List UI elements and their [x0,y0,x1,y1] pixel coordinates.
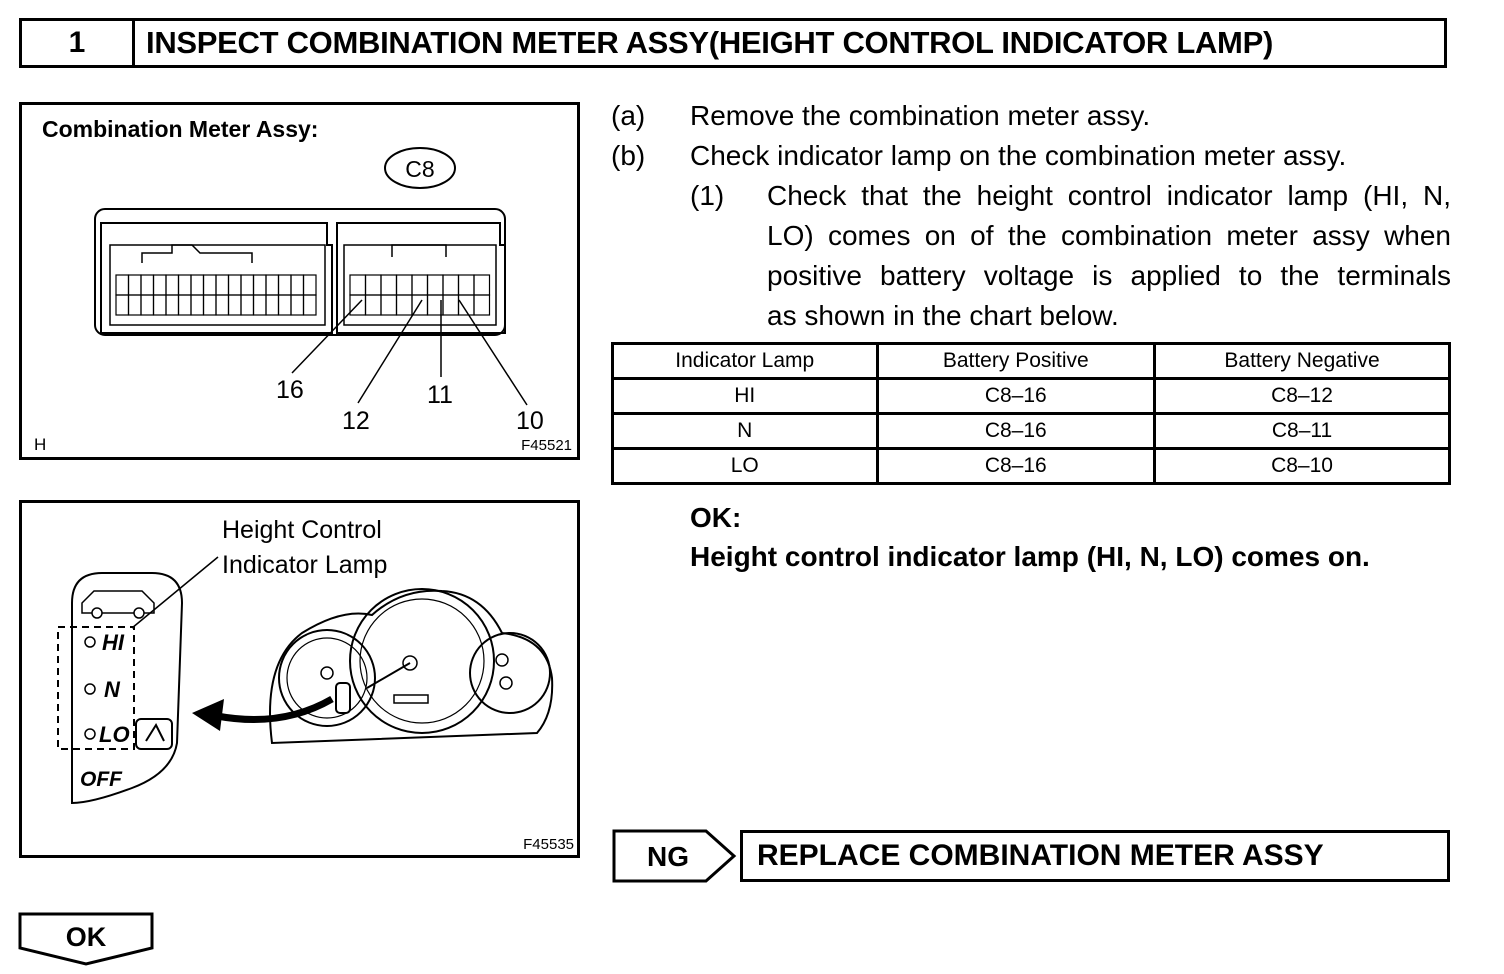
pin-grid-left [116,275,316,315]
connector-pin-cell [304,275,317,295]
connector-diagram [22,105,577,457]
step-b-text: Check indicator lamp on the combination meter assy. [690,140,1347,171]
pin-grid-right [350,275,490,315]
connector-pin-cell [179,275,192,295]
table-cell: HI [613,379,878,414]
connector-housing [95,209,505,335]
pin10-leader [459,300,527,405]
connector-pin-cell [254,295,267,315]
connector-pin-cell [381,275,397,295]
connector-pin-cell [129,275,142,295]
connector-pin-cell [443,275,459,295]
table-row [613,449,1450,484]
ng-action-box[interactable]: REPLACE COMBINATION METER ASSY [740,830,1450,882]
corner-mark: H [34,435,47,454]
step-b1-line3: positive battery voltage is applied to the terminals [767,260,1451,291]
connector-pin-cell [179,295,192,315]
connector-pin-cell [229,275,242,295]
lamp-location-marker [336,683,350,713]
lamp-n-indicator [85,684,95,694]
connector-pin-cell [204,275,217,295]
table-cell: C8–10 [1155,449,1450,484]
step-title: INSPECT COMBINATION METER ASSY(HEIGHT CONTROL INDICATOR LAMP) [146,25,1273,60]
step-b1-line1: Check that the height control indicator lamp (HI, N, [767,180,1451,211]
connector-figure [19,102,580,460]
connector-pin-cell [279,275,292,295]
lamp-lo-indicator [85,729,95,739]
connector-pin-cell [443,295,459,315]
connector-pin-cell [350,275,366,295]
meter-figure [19,500,580,858]
step-a-marker: (a) [611,100,646,131]
inspection-table [611,342,1451,485]
right-gauge [470,633,550,713]
connector-pin-cell [474,275,490,295]
arrow-head [192,699,224,731]
step-a-text: Remove the combination meter assy. [690,100,1151,131]
connector-pin-cell [241,295,254,315]
connector-pin-cell [412,275,428,295]
figure2-id: F45535 [523,836,574,853]
table-cell: C8–11 [1155,414,1450,449]
connector-pin-cell [397,295,413,315]
connector-pin-cell [191,275,204,295]
meter-cluster [270,591,552,743]
ng-arrow-box[interactable] [612,829,738,883]
table-cell: N [613,414,878,449]
step-b-marker: (b) [611,140,646,171]
connector-pin-cell [166,275,179,295]
table-row [613,379,1450,414]
pin16-leader [292,300,362,373]
table-header: Battery Negative [1155,344,1450,379]
connector-pin-cell [154,295,167,315]
connector-pin-cell [266,275,279,295]
connector-pin-cell [141,275,154,295]
table-header-row [613,344,1450,379]
step-b1-marker: (1) [690,180,725,211]
connector-pin-cell [428,275,444,295]
connector-pin-cell [216,295,229,315]
connector-pin-cell [254,275,267,295]
connector-pin-cell [216,275,229,295]
pin-label-11: 11 [427,381,453,409]
height-switch-icon [136,719,172,749]
connector-pin-cell [166,295,179,315]
lamp-off-label: OFF [80,768,122,791]
connector-pin-cell [116,275,129,295]
lamp-n-label: N [104,677,120,702]
connector-pin-cell [154,275,167,295]
table-cell: C8–16 [877,449,1155,484]
callout-leader [132,557,218,628]
connector-pin-cell [459,275,475,295]
ng-label: NG [647,841,689,872]
table-header: Indicator Lamp [613,344,878,379]
lamp-lo-label: LO [99,722,130,747]
ok-result-text: Height control indicator lamp (HI, N, LO) comes on. [690,541,1370,572]
connector-pin-cell [229,295,242,315]
connector-pin-cell [291,295,304,315]
step-b1-line4: as shown in the chart below. [767,300,1119,331]
connector-pin-cell [191,295,204,315]
lamp-hi-label: HI [102,630,124,655]
connector-pin-cell [291,275,304,295]
lamp-hi-indicator [85,637,95,647]
connector-pin-cell [141,295,154,315]
connector-pin-cell [304,295,317,315]
pin-label-16: 16 [276,376,304,404]
table-row [613,414,1450,449]
table-cell: C8–16 [877,379,1155,414]
connector-pin-cell [397,275,413,295]
ok-label: OK: [690,502,742,533]
table-cell: LO [613,449,878,484]
step-number: 1 [22,21,135,65]
connector-pin-cell [381,295,397,315]
connector-pin-cell [279,295,292,315]
connector-pin-cell [241,275,254,295]
meter-diagram [22,503,577,855]
ok-next-label: OK [65,922,107,952]
connector-pin-cell [474,295,490,315]
connector-block-right [337,223,505,333]
connector-pin-cell [204,295,217,315]
step-header [19,18,1447,68]
left-gauge [279,630,375,726]
pin-label-12: 12 [342,407,370,435]
connector-pin-cell [366,275,382,295]
figure1-title: Combination Meter Assy: [42,116,319,142]
connector-pin-cell [366,295,382,315]
connector-pin-cell [116,295,129,315]
ok-next-button[interactable] [18,912,158,968]
callout-line2: Indicator Lamp [222,551,388,579]
connector-pin-cell [129,295,142,315]
step-b1-line2: LO) comes on of the combination meter assy when [767,220,1451,251]
table-header: Battery Positive [877,344,1155,379]
pin-label-10: 10 [516,407,544,435]
connector-label: C8 [405,156,435,182]
figure1-id: F45521 [521,437,572,454]
table-cell: C8–16 [877,414,1155,449]
table-cell: C8–12 [1155,379,1450,414]
connector-pin-cell [266,295,279,315]
callout-line1: Height Control [222,516,382,544]
